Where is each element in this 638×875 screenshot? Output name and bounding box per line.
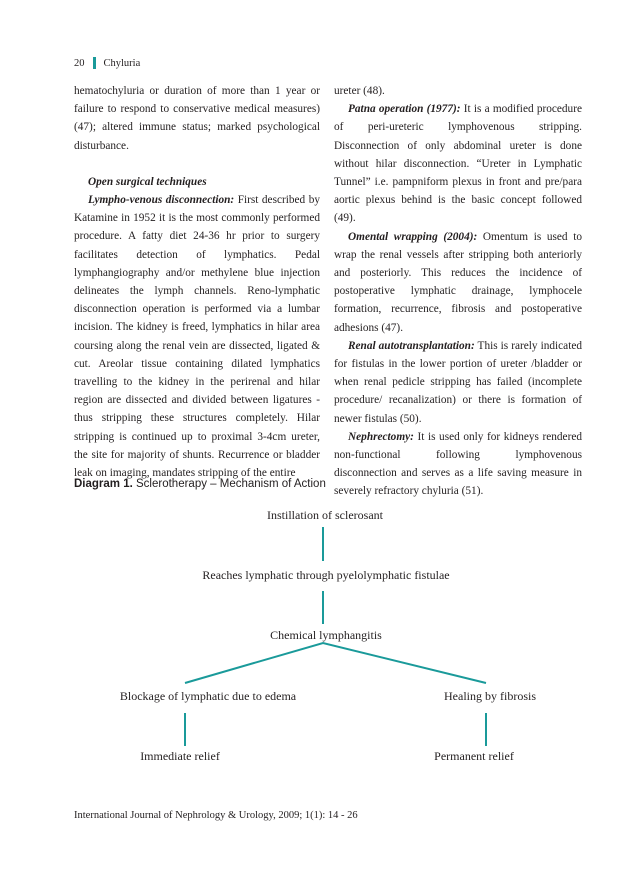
node-blockage: Blockage of lymphatic due to edema [119, 689, 297, 703]
term-nephrectomy: Nephrectomy: [348, 430, 414, 443]
branch-connector [185, 643, 486, 683]
node-immediate-relief: Immediate relief [140, 749, 220, 763]
autotransplant-text: This is rarely indicated for fistulas in the lower portion of ureter /bladder or when renal pedicle stripping has failed (incomplete procedure/ recanalization) or there is formation of newer fistulas (50). [334, 339, 582, 425]
right-paragraph-1: ureter (48). [334, 85, 385, 97]
section-subheading: Open surgical techniques [88, 175, 207, 188]
term-autotransplant: Renal autotransplantation: [348, 339, 475, 352]
node-healing: Healing by fibrosis [444, 689, 536, 703]
term-patna: Patna operation (1977): [348, 103, 461, 116]
journal-footer: International Journal of Nephrology & Urology, 2009; 1(1): 14 - 26 [74, 810, 358, 821]
nephrectomy-text: It is used only for kidneys rendered non-functional following lymphovenous disconnection and serves as a life saving measure in severely refractory chyluria (51). [334, 430, 582, 498]
node-reaches-lymphatic: Reaches lymphatic through pyelolymphatic fistulae [202, 568, 450, 582]
caption-text: Sclerotherapy – Mechanism of Action [132, 478, 326, 490]
node-permanent-relief: Permanent relief [434, 749, 514, 763]
lympho-venous-text: First described by Katamine in 1952 it is the most commonly performed procedure. A fatty diet 24-36 hr prior to surgery facilitates detection of lymphatics. Pedal lymphangiography and/or methylene blue injection delineates the lymph channels. Reno-lymphatic disconnection operation is performed via a lumbar incision. The kidney is freed, lymphatics in hilar area coursing along the renal vein are dissected, ligated & cut. Areolar tissue containing dilated lymphatics travelling to the kidney in the perirenal and hilar region are dissected and divided between ligatures - thus stripping these structures completely. Hilar stripping is continued up to proximal 3-4cm ureter, the site for majority of shunts. Recurrence or bladder leak on imaging, mandates stripping of the entire [74, 194, 320, 480]
caption-label: Diagram 1. [74, 478, 133, 490]
patna-text: It is a modified procedure of peri-ureteric lymphovenous stripping. Disconnection of only abdominal ureter is done without hilar disconnection. “Ureter in Lymphatic Tunnel” i.e. pampniform plexus in front and pre/para aortic plexus behind is the basic concept followed (49). [334, 103, 582, 225]
node-instillation: Instillation of sclerosant [267, 508, 383, 522]
node-chemical-lymphangitis: Chemical lymphangitis [270, 628, 382, 642]
page-number: 20 [74, 57, 85, 69]
left-paragraph-1: hematochyluria or duration of more than 1 year or failure to respond to conservative medical measures) (47); altered immune status; marked psychological disturbance. [74, 85, 320, 152]
term-lympho-venous: Lympho-venous disconnection: [88, 194, 235, 207]
running-title: Chyluria [103, 57, 141, 69]
term-omental: Omental wrapping (2004): [348, 230, 478, 243]
omental-text: Omentum is used to wrap the renal vessels after stripping both anteriorly and posteriorly. This reduces the incidence of postoperative lymphatic drainage, lymphocele formation, recurrence, fibrosis and postoperative adhesions (47). [334, 230, 582, 334]
